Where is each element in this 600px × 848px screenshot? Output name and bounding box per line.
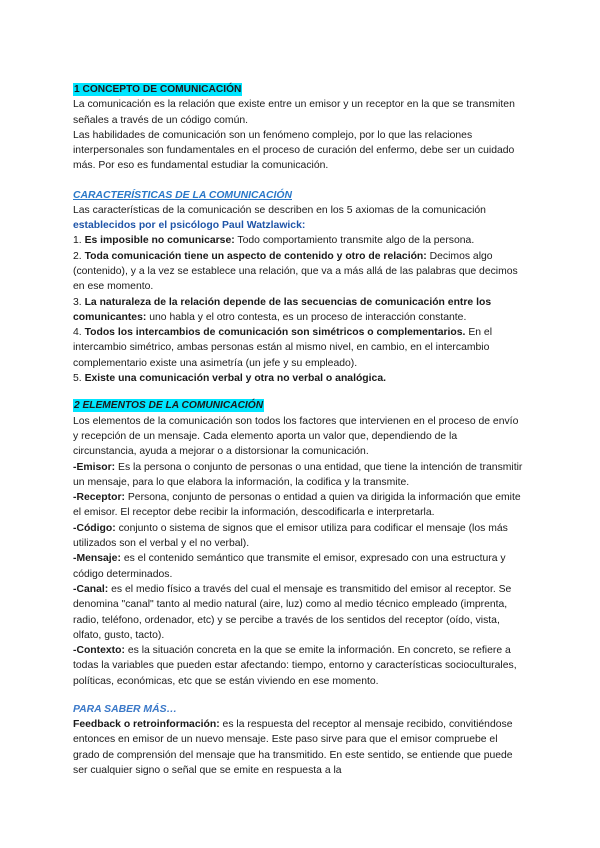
element-receptor bbox=[73, 490, 523, 521]
section-2-heading: 2 ELEMENTOS DE LA COMUNICACIÓN bbox=[74, 400, 264, 412]
element-codigo-label: -Código: bbox=[73, 522, 116, 534]
element-canal-text: es el medio físico a través del cual el mensaje es transmitido del emisor al receptor. Se denomina "canal" tanto al medio natural (aire, luz) como al medio técnico empleado (imprenta, radio, teléfono, ordenador, etc) y se percibe a través de los sentidos del receptor (oído, vista, olfato, gusto, tacto). bbox=[73, 583, 512, 641]
element-emisor-label: -Emisor: bbox=[73, 461, 116, 473]
axiom-1-number: 1. bbox=[73, 235, 85, 247]
element-contexto-text: es la situación concreta en la que se emite la información. En concreto, se refiere a todas la variables que pueden estar afectando: tiempo, entorno y características socioculturales, políticas, económicas, etc que se están viviendo en ese momento. bbox=[73, 645, 517, 687]
axiom-4-number: 4. bbox=[73, 327, 85, 339]
axiom-1-title: Es imposible no comunicarse: bbox=[84, 235, 235, 247]
element-receptor-text: Persona, conjunto de personas o entidad a quien va dirigida la información que emite el emisor. El receptor debe recibir la información, descodificarla e interpretarla. bbox=[73, 492, 521, 519]
axiom-5-title: Existe una comunicación verbal y otra no verbal o analógica. bbox=[84, 373, 386, 385]
feedback-paragraph bbox=[73, 717, 523, 778]
document-content bbox=[73, 82, 523, 778]
element-emisor bbox=[73, 460, 523, 491]
caracteristicas-heading[interactable]: CARACTERÍSTICAS DE LA COMUNICACIÓN bbox=[73, 189, 292, 201]
section-1-heading: 1 CONCEPTO DE COMUNICACIÓN bbox=[74, 84, 242, 95]
section-2-intro: Los elementos de la comunicación son todos los factores que intervienen en el proceso de envío y recepción de un mensaje. Cada elemento aporta un valor que, dependiendo de la circunstancia, ayuda a mejorar o a distorsionar la comunicación. bbox=[73, 415, 519, 458]
element-emisor-text: Es la persona o conjunto de personas o una entidad, que tiene la intención de transmitir un mensaje, para lo que elabora la información, la codifica y la transmite. bbox=[73, 461, 523, 488]
section-1-paragraph-1: La comunicación es la relación que existe entre un emisor y un receptor en la que se transmiten señales a través de un código común. bbox=[73, 99, 515, 126]
element-mensaje bbox=[73, 551, 523, 582]
caracteristicas-intro bbox=[73, 203, 523, 234]
feedback-text: es la respuesta del receptor al mensaje recibido, convitiéndose entonces en emisor de un nuevo mensaje. Este paso sirve para que el emisor compruebe el grado de comprensión del mensaje que ha transmitido. En este sentido, se entiende que puede ser cualquier signo o señal que se emite en respuesta a la bbox=[73, 718, 513, 776]
axiom-3-title: La naturaleza de la relación depende de las secuencias de comunicación entre los comunicantes: bbox=[73, 296, 492, 323]
caracteristicas-intro-text: Las características de la comunicación se describen en los 5 axiomas de la comunicación bbox=[73, 204, 486, 216]
axiom-1-text: Todo comportamiento transmite algo de la persona. bbox=[234, 235, 475, 247]
axiom-5-number: 5. bbox=[73, 373, 85, 385]
axiom-2-text: Decimos algo (contenido), y a la vez se establece una relación, que va a más allá de las palabras que decimos en ese momento. bbox=[73, 250, 518, 293]
axiom-2 bbox=[73, 249, 523, 295]
caracteristicas-intro-author: establecidos por el psicólogo Paul Watzlawick: bbox=[73, 220, 306, 232]
axiom-2-title: Toda comunicación tiene un aspecto de contenido y otro de relación: bbox=[84, 250, 427, 262]
element-mensaje-label: -Mensaje: bbox=[73, 553, 121, 565]
element-canal-label: -Canal: bbox=[73, 583, 109, 595]
axiom-4 bbox=[73, 325, 523, 371]
feedback-label: Feedback o retroinformación: bbox=[73, 718, 220, 730]
element-contexto-label: -Contexto: bbox=[73, 645, 125, 657]
axiom-1 bbox=[73, 233, 523, 248]
axiom-4-title: Todos los intercambios de comunicación son simétricos o complementarios. bbox=[84, 327, 466, 339]
element-codigo bbox=[73, 521, 523, 552]
axiom-5 bbox=[73, 371, 523, 386]
axiom-4-text: En el intercambio simétrico, ambas personas están al mismo nivel, en cambio, en el intercambio complementario existe una asimetría (un jefe y su empleado). bbox=[73, 327, 493, 369]
axiom-3-text: uno habla y el otro contesta, es un proceso de interacción constante. bbox=[146, 311, 467, 323]
element-canal bbox=[73, 582, 523, 643]
element-receptor-label: -Receptor: bbox=[73, 492, 125, 504]
section-1-paragraph-2: Las habilidades de comunicación son un fenómeno complejo, por lo que las relaciones interpersonales son fundamentales en el proceso de curación del enfermo, debe ser un cuidado más. Por eso es fundamental estudiar la comunicación. bbox=[73, 129, 515, 172]
element-codigo-text: conjunto o sistema de signos que el emisor utiliza para codificar el mensaje (los más utilizados son el verbal y el no verbal). bbox=[73, 522, 508, 550]
axiom-2-number: 2. bbox=[73, 250, 85, 262]
element-mensaje-text: es el contenido semántico que transmite el emisor, expresado con una estructura y código determinados. bbox=[73, 553, 506, 580]
axiom-3-number: 3. bbox=[73, 296, 85, 308]
axiom-3 bbox=[73, 295, 523, 326]
saber-mas-heading: PARA SABER MÁS… bbox=[73, 703, 177, 715]
element-contexto bbox=[73, 643, 523, 689]
